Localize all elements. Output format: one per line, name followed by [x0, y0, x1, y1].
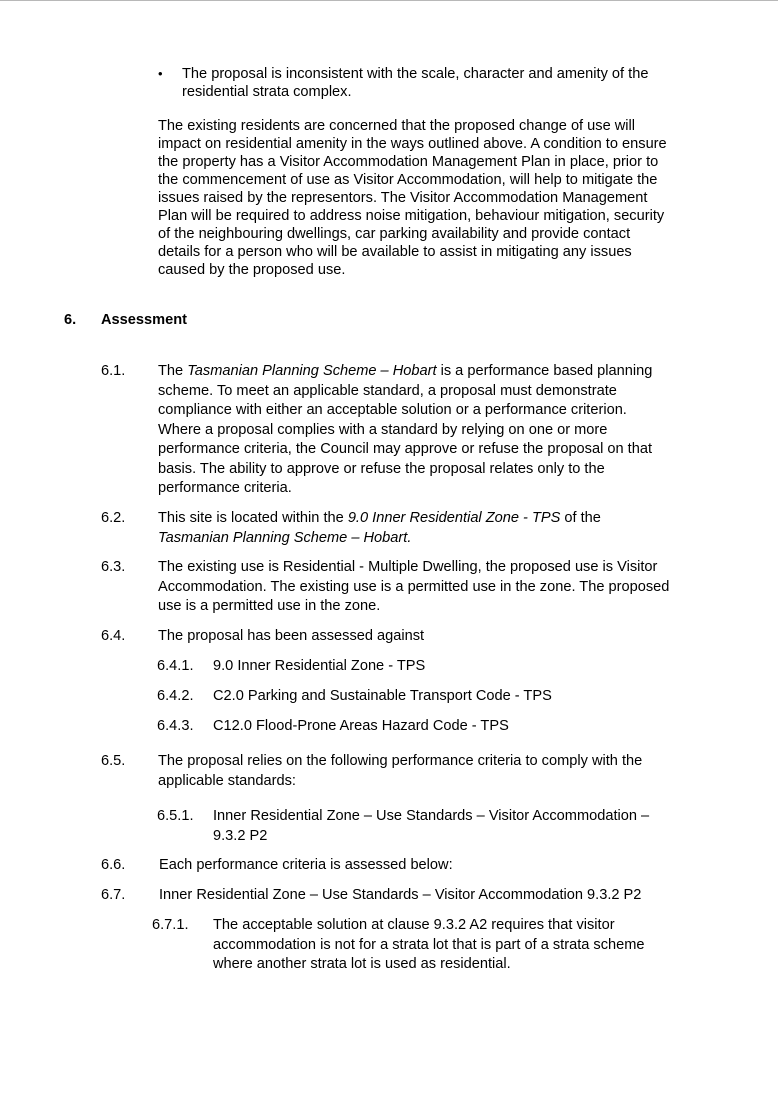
item-number: 6.5. [101, 753, 126, 769]
bullet-line: residential strata complex. [182, 84, 352, 100]
subitem-text: C12.0 Flood-Prone Areas Hazard Code - TPS [213, 718, 509, 734]
item-number: 6.4. [101, 628, 126, 644]
zone-name: 9.0 Inner Residential Zone - TPS [347, 510, 561, 526]
item-line: Accommodation. The existing use is a permitted use in the zone. The proposed [158, 578, 670, 595]
item-line: where another strata lot is used as residential. [213, 956, 511, 972]
item-line: performance criteria, the Council may approve or refuse the proposal on that [158, 441, 653, 457]
paragraph-line: details for a person who will be available to assist in mitigating any issues [158, 244, 632, 260]
item-number: 6.7. [101, 887, 126, 903]
subitem-text [213, 807, 649, 846]
item-number: 6.3. [101, 559, 126, 575]
item-6-2-text [158, 509, 601, 548]
paragraph-line: Plan will be required to address noise mitigation, behaviour mitigation, security [158, 208, 665, 224]
text-run: of the [560, 510, 601, 526]
item-line: compliance with either an acceptable solution or a performance criterion. [158, 402, 627, 418]
item-number: 6.6. [101, 857, 126, 873]
paragraph-line: The existing residents are concerned that the proposed change of use will [158, 118, 636, 134]
item-line: 9.3.2 P2 [213, 827, 268, 844]
item-line: Where a proposal complies with a standard by relying on one or more [158, 421, 608, 438]
item-line: basis. The ability to approve or refuse the proposal relates only to the [158, 460, 605, 477]
item-line [158, 362, 652, 382]
text-run: The [158, 363, 188, 379]
paragraph-line: the property has a Visitor Accommodation Management Plan in place, prior to [158, 154, 659, 170]
page-top-border [0, 0, 778, 1]
subitem-number: 6.5.1. [157, 808, 194, 824]
item-line: The proposal relies on the following performance criteria to comply with the [158, 753, 643, 769]
subitem-number: 6.4.1. [157, 658, 194, 674]
text-run: This site is located within the [158, 510, 348, 526]
item-line: scheme. To meet an applicable standard, a proposal must demonstrate [158, 382, 617, 399]
subitem-number: 6.7.1. [152, 917, 189, 933]
item-6-3-text [158, 558, 669, 617]
item-6-5-text [158, 752, 642, 791]
item-6-7-text: Inner Residential Zone – Use Standards – Visitor Accommodation 9.3.2 P2 [159, 887, 642, 903]
item-line: Inner Residential Zone – Use Standards – Visitor Accommodation – [213, 808, 650, 824]
item-number: 6.1. [101, 363, 126, 379]
subitem-text: C2.0 Parking and Sustainable Transport Code - TPS [213, 688, 552, 704]
paragraph-line: the commencement of use as Visitor Accommodation, will help to mitigate the [158, 172, 658, 188]
item-number: 6.2. [101, 510, 126, 526]
item-line [158, 529, 601, 549]
paragraph-line: impact on residential amenity in the ways outlined above. A condition to ensure [158, 136, 667, 152]
text-run: is a performance based planning [436, 363, 653, 379]
paragraph-line: issues raised by the representors. The Visitor Accommodation Management [158, 190, 648, 206]
item-6-4-text: The proposal has been assessed against [158, 628, 425, 644]
paragraph-line: caused by the proposed use. [158, 262, 346, 278]
subitem-number: 6.4.3. [157, 718, 194, 734]
subitem-number: 6.4.2. [157, 688, 194, 704]
subitem-text: 9.0 Inner Residential Zone - TPS [213, 658, 426, 674]
bullet-line: The proposal is inconsistent with the scale, character and amenity of the [182, 66, 649, 82]
bullet-text [182, 65, 648, 101]
item-line: The acceptable solution at clause 9.3.2 A2 requires that visitor [213, 917, 615, 933]
scheme-name: Tasmanian Planning Scheme – Hobart. [158, 529, 412, 546]
subitem-text [213, 916, 645, 975]
item-6-6-text: Each performance criteria is assessed below: [159, 857, 453, 873]
section-number: 6. [64, 312, 77, 328]
intro-paragraph [158, 117, 667, 279]
item-line: use is a permitted use in the zone. [158, 598, 381, 614]
item-6-1-text [158, 362, 652, 499]
paragraph-line: of the neighbouring dwellings, car parking availability and provide contact [158, 226, 631, 242]
scheme-name: Tasmanian Planning Scheme – Hobart [187, 363, 437, 379]
item-line [158, 509, 601, 529]
bullet-marker: • [158, 66, 163, 81]
item-line: applicable standards: [158, 772, 296, 789]
item-line: performance criteria. [158, 480, 292, 496]
item-line: The existing use is Residential - Multiple Dwelling, the proposed use is Visitor [158, 559, 658, 575]
section-title: Assessment [101, 312, 187, 328]
item-line: accommodation is not for a strata lot that is part of a strata scheme [213, 936, 645, 953]
